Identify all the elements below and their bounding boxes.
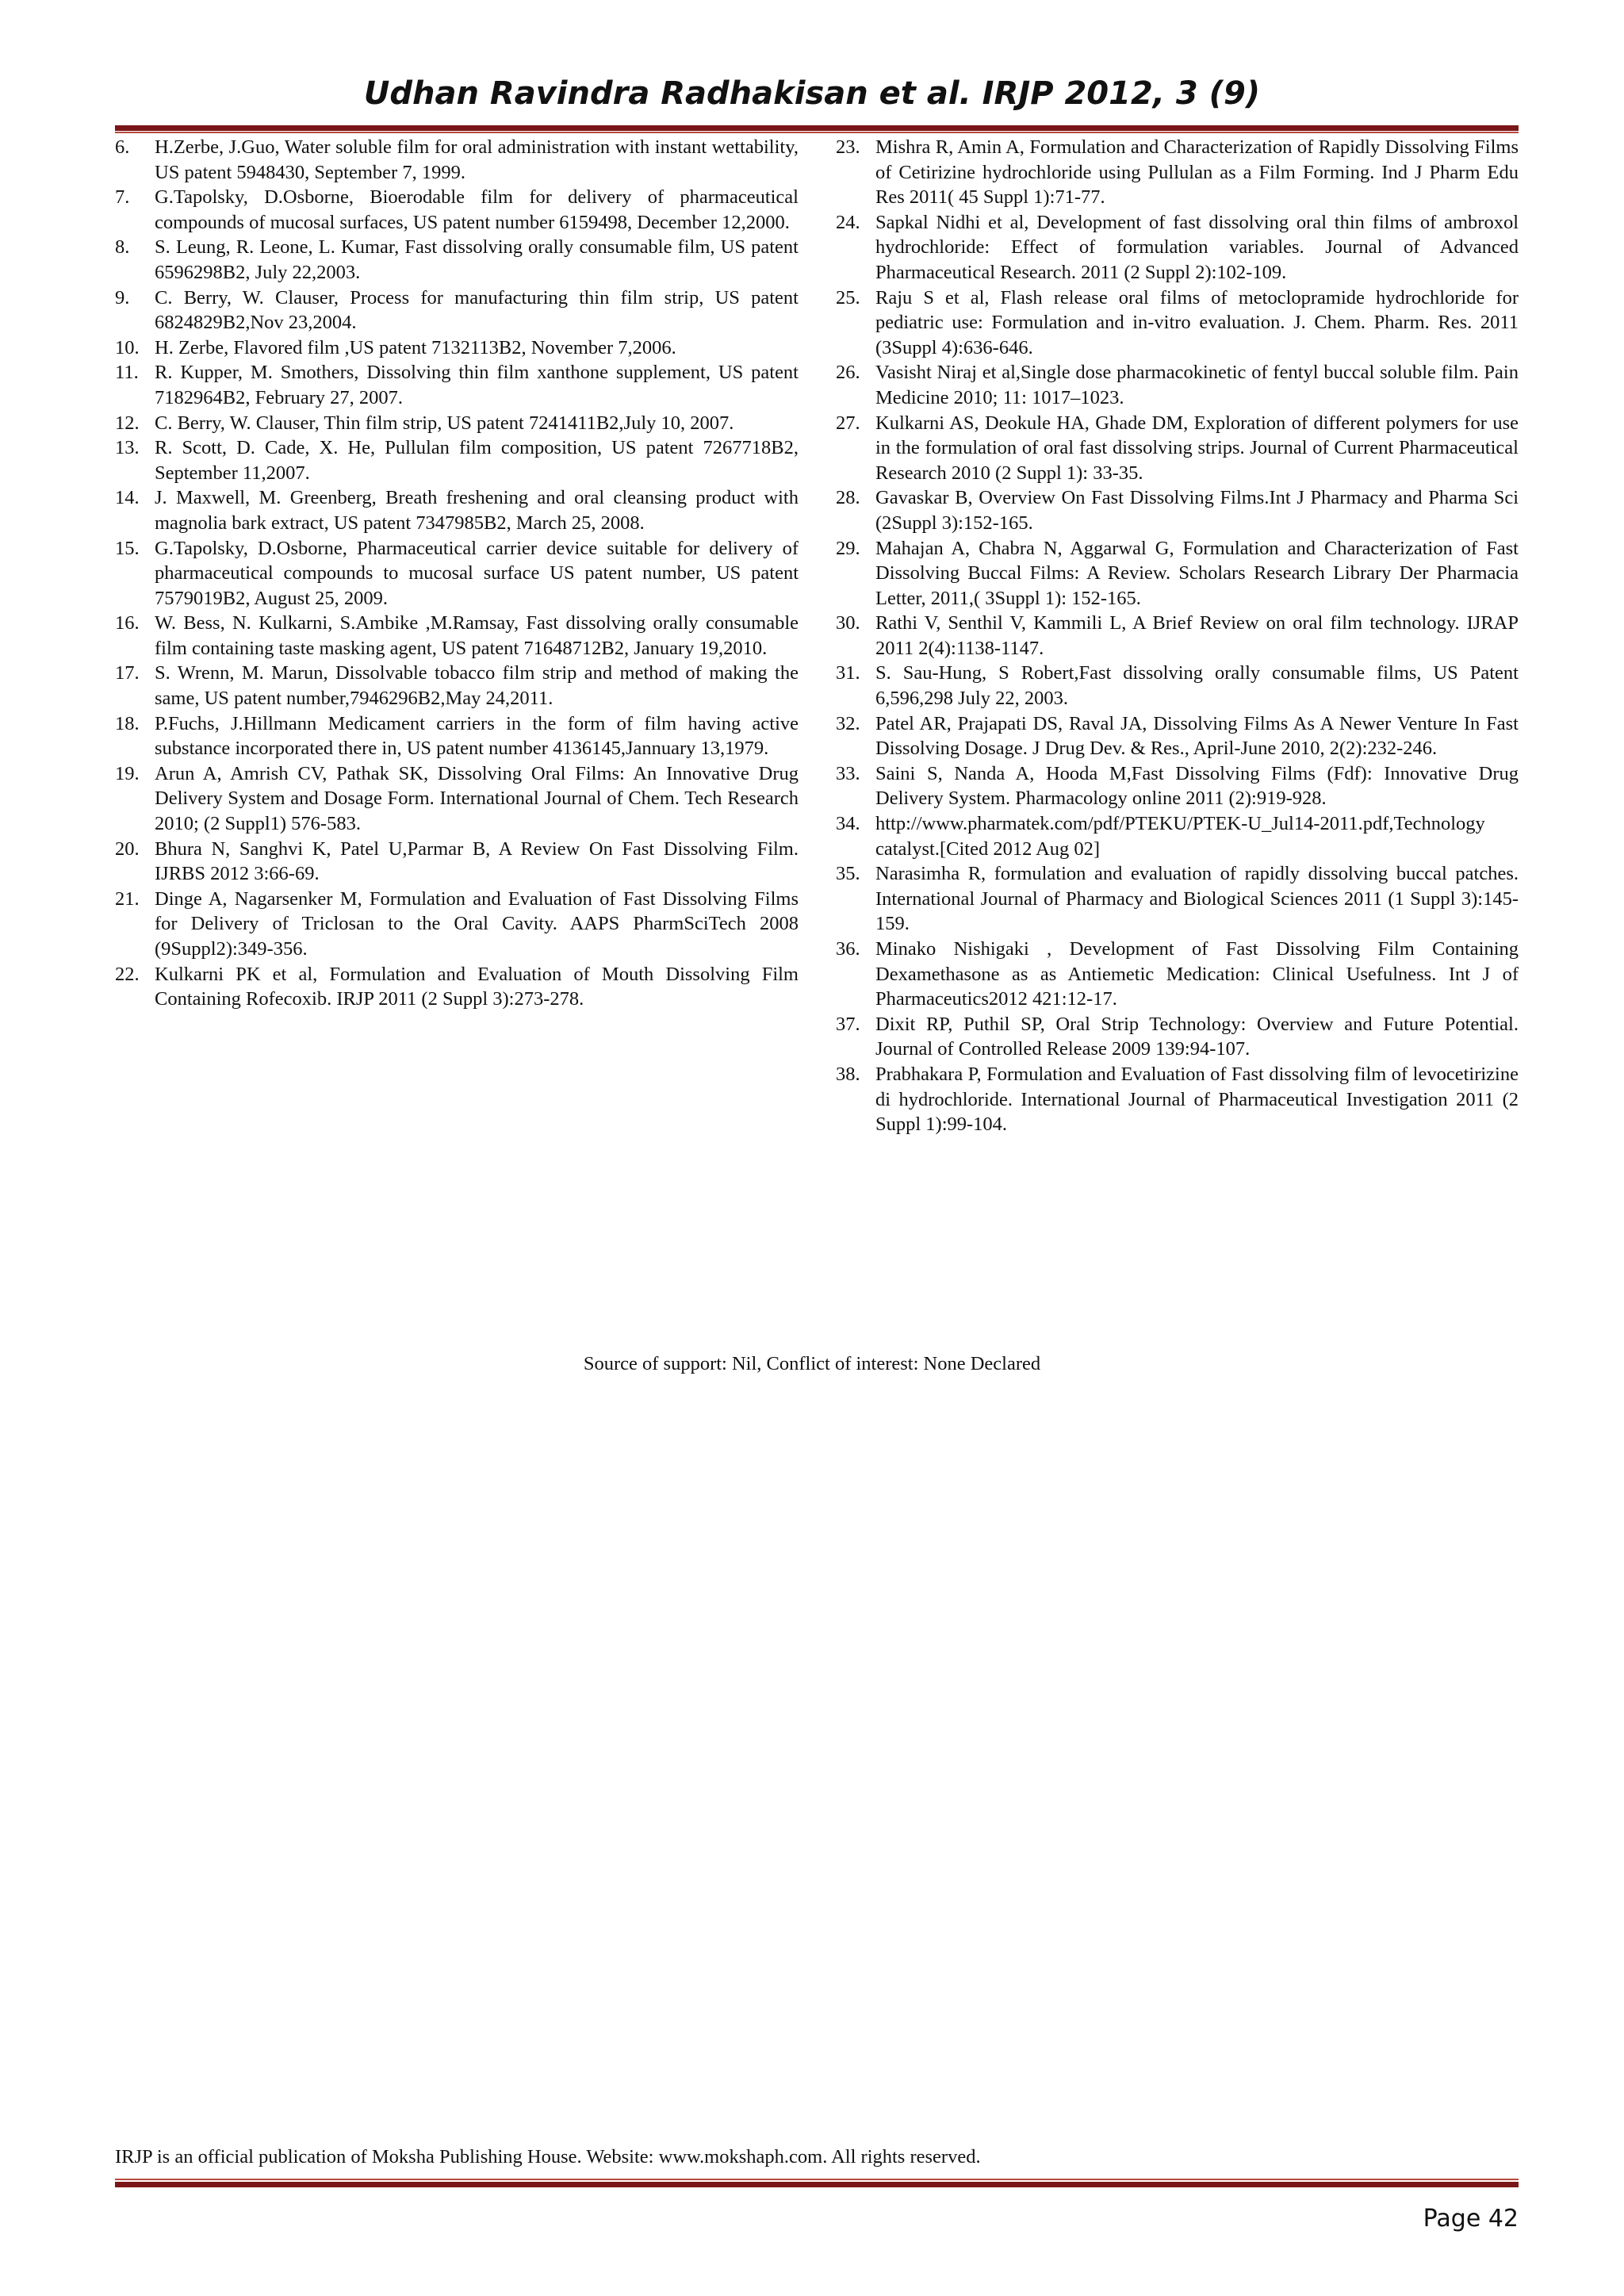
reference-number: 28. [836,487,860,509]
reference-text: C. Berry, W. Clauser, Process for manufacturing thin film strip, US patent 6824829B2,Nov 23,2004. [155,286,799,334]
reference-item [115,962,799,1012]
reference-text: S. Leung, R. Leone, L. Kumar, Fast dissolving orally consumable film, US patent 6596298B2, July 22,2003. [155,236,799,283]
reference-number: 7. [115,186,130,209]
reference-text: Dinge A, Nagarsenker M, Formulation and Evaluation of Fast Dissolving Films for Delivery of Triclosan to the Oral Cavity. AAPS PharmSciTech 2008 (9Suppl2):349-356. [155,887,799,960]
reference-text: Saini S, Nanda A, Hooda M,Fast Dissolving Films (Fdf): Innovative Drug Delivery System. Pharmacology online 2011 (2):919-928. [875,762,1519,810]
reference-text: H. Zerbe, Flavored film ,US patent 7132113B2, November 7,2006. [155,336,676,358]
footer-rule-thin [115,2179,1519,2180]
reference-list-right [836,135,1519,1137]
reference-text: W. Bess, N. Kulkarni, S.Ambike ,M.Ramsay, Fast dissolving orally consumable film containing taste masking agent, US patent 71648712B2, January 19,2010. [155,612,799,659]
reference-item [115,235,799,285]
reference-item [836,210,1519,286]
reference-number: 18. [115,712,140,734]
reference-text: S. Wrenn, M. Marun, Dissolvable tobacco film strip and method of making the same, US patent number,7946296B2,May 24,2011. [155,662,799,710]
publisher-notice: IRJP is an official publication of Moksha Publishing House. Website: www.mokshaph.com. All rights reserved. [115,2146,981,2168]
reference-text: http://www.pharmatek.com/pdf/PTEKU/PTEK-U_Jul14-2011.pdf,Technology catalyst.[Cited 2012 Aug 02] [875,813,1485,860]
reference-number: 34. [836,813,860,835]
reference-number: 17. [115,662,140,684]
reference-item [836,861,1519,937]
support-note: Source of support: Nil, Conflict of interest: None Declared [583,1353,1041,1374]
reference-number: 13. [115,437,140,459]
reference-text: J. Maxwell, M. Greenberg, Breath freshening and oral cleansing product with magnolia bark extract, US patent 7347985B2, March 25, 2008. [155,487,799,534]
reference-item [115,435,799,485]
reference-item [836,536,1519,611]
reference-number: 16. [115,612,140,634]
reference-number: 36. [836,938,860,960]
references-left-column [115,135,799,1012]
header-rule [115,125,1519,131]
reference-item [115,135,799,185]
reference-item [836,711,1519,761]
header-rule-thin [115,132,1519,133]
reference-list-left [115,135,799,1012]
page-number: Page 42 [1423,2205,1519,2233]
reference-number: 33. [836,762,860,784]
reference-text: H.Zerbe, J.Guo, Water soluble film for oral administration with instant wettability, US patent 5948430, September 7, 1999. [155,136,799,183]
reference-text: G.Tapolsky, D.Osborne, Pharmaceutical carrier device suitable for delivery of pharmaceutical compounds to mucosal surface US patent number, US patent 7579019B2, August 25, 2009. [155,537,799,609]
reference-item [115,536,799,611]
reference-item [836,485,1519,535]
reference-item [836,135,1519,210]
reference-number: 25. [836,286,860,309]
reference-text: C. Berry, W. Clauser, Thin film strip, US patent 7241411B2,July 10, 2007. [155,412,734,434]
reference-number: 15. [115,537,140,559]
reference-number: 21. [115,887,140,910]
reference-number: 38. [836,1063,860,1085]
reference-number: 20. [115,838,140,860]
reference-number: 10. [115,336,140,358]
footer-rule [115,2182,1519,2187]
reference-text: Minako Nishigaki , Development of Fast Dissolving Film Containing Dexamethasone as as Antiemetic Medication: Clinical Usefulness. Int J of Pharmaceutics2012 421:12-17. [875,938,1519,1010]
reference-text: Vasisht Niraj et al,Single dose pharmacokinetic of fentyl buccal soluble film. Pain Medicine 2010; 11: 1017–1023. [875,362,1519,408]
reference-text: Dixit RP, Puthil SP, Oral Strip Technology: Overview and Future Potential. Journal of Controlled Release 2009 139:94-107. [875,1013,1519,1060]
reference-number: 37. [836,1013,860,1035]
reference-item [115,887,799,962]
reference-number: 24. [836,211,860,233]
reference-item [115,335,799,361]
reference-item [115,661,799,711]
reference-item [836,611,1519,661]
reference-number: 8. [115,236,130,259]
reference-item [115,761,799,837]
reference-item [115,286,799,335]
reference-number: 12. [115,412,140,434]
reference-number: 30. [836,612,860,634]
reference-text: S. Sau-Hung, S Robert,Fast dissolving orally consumable films, US Patent 6,596,298 July 22, 2003. [875,662,1519,710]
reference-item [115,360,799,410]
reference-number: 19. [115,762,140,784]
reference-item [836,761,1519,811]
reference-text: P.Fuchs, J.Hillmann Medicament carriers in the form of film having active substance incorporated there in, US patent number 4136145,Jannuary 13,1979. [155,712,799,760]
reference-text: Kulkarni AS, Deokule HA, Ghade DM, Exploration of different polymers for use in the formulation of oral fast dissolving strips. Journal of Current Pharmaceutical Research 2010 (2 Suppl 1): 33-35. [875,412,1519,484]
references-right-column [836,135,1519,1137]
reference-number: 32. [836,712,860,734]
reference-text: Sapkal Nidhi et al, Development of fast dissolving oral thin films of ambroxol hydrochloride: Effect of formulation variables. Journal of Advanced Pharmaceutical Research. 2011 (2 Suppl 2):102-109. [875,211,1519,283]
reference-item [836,1062,1519,1137]
running-header: Udhan Ravindra Radhakisan et al. IRJP 2012, 3 (9) [363,75,1261,112]
reference-item [836,1012,1519,1062]
reference-text: Prabhakara P, Formulation and Evaluation of Fast dissolving film of levocetirizine di hydrochloride. International Journal of Pharmaceutical Investigation 2011 (2 Suppl 1):99-104. [875,1063,1519,1136]
reference-item [115,485,799,535]
reference-text: R. Scott, D. Cade, X. He, Pullulan film composition, US patent 7267718B2, September 11,2007. [155,437,799,484]
reference-number: 22. [115,963,140,985]
reference-item [836,661,1519,711]
reference-text: R. Kupper, M. Smothers, Dissolving thin film xanthone supplement, US patent 7182964B2, February 27, 2007. [155,362,799,408]
reference-item [115,711,799,761]
reference-text: Mahajan A, Chabra N, Aggarwal G, Formulation and Characterization of Fast Dissolving Buccal Films: A Review. Scholars Research Library Der Pharmacia Letter, 2011,( 3Suppl 1): 152-165. [875,537,1519,609]
reference-item [115,837,799,887]
reference-item [115,185,799,235]
reference-number: 11. [115,362,139,384]
reference-number: 14. [115,487,140,509]
reference-text: Arun A, Amrish CV, Pathak SK, Dissolving Oral Films: An Innovative Drug Delivery System and Dosage Form. International Journal of Chem. Tech Research 2010; (2 Suppl1) 576-583. [155,762,799,835]
reference-item [836,360,1519,410]
reference-text: G.Tapolsky, D.Osborne, Bioerodable film for delivery of pharmaceutical compounds of mucosal surfaces, US patent number 6159498, December 12,2000. [155,186,799,233]
reference-number: 31. [836,662,860,684]
reference-text: Kulkarni PK et al, Formulation and Evaluation of Mouth Dissolving Film Containing Rofecoxib. IRJP 2011 (2 Suppl 3):273-278. [155,963,799,1010]
reference-number: 27. [836,412,860,434]
reference-text: Rathi V, Senthil V, Kammili L, A Brief Review on oral film technology. IJRAP 2011 2(4):1138-1147. [875,612,1519,659]
reference-item [836,411,1519,486]
reference-text: Raju S et al, Flash release oral films of metoclopramide hydrochloride for pediatric use: Formulation and in-vitro evaluation. J. Chem. Pharm. Res. 2011 (3Suppl 4):636-646. [875,286,1519,358]
reference-item [115,411,799,436]
reference-number: 35. [836,863,860,885]
reference-number: 29. [836,537,860,559]
reference-item [115,611,799,661]
reference-text: Narasimha R, formulation and evaluation of rapidly dissolving buccal patches. International Journal of Pharmacy and Biological Sciences 2011 (1 Suppl 3):145-159. [875,863,1519,935]
reference-number: 9. [115,286,130,309]
reference-item [836,937,1519,1012]
reference-text: Patel AR, Prajapati DS, Raval JA, Dissolving Films As A Newer Venture In Fast Dissolving Dosage. J Drug Dev. & Res., April-June 2010, 2(2):232-246. [875,712,1519,760]
reference-text: Mishra R, Amin A, Formulation and Characterization of Rapidly Dissolving Films of Cetirizine hydrochloride using Pullulan as a Film Forming. Ind J Pharm Edu Res 2011( 45 Suppl 1):71-77. [875,136,1519,209]
reference-number: 23. [836,136,860,158]
reference-item [836,811,1519,861]
reference-item [836,286,1519,361]
reference-number: 26. [836,362,860,384]
reference-text: Bhura N, Sanghvi K, Patel U,Parmar B, A Review On Fast Dissolving Film. IJRBS 2012 3:66-69. [155,838,799,885]
reference-number: 6. [115,136,130,158]
reference-text: Gavaskar B, Overview On Fast Dissolving Films.Int J Pharmacy and Pharma Sci (2Suppl 3):152-165. [875,487,1519,534]
